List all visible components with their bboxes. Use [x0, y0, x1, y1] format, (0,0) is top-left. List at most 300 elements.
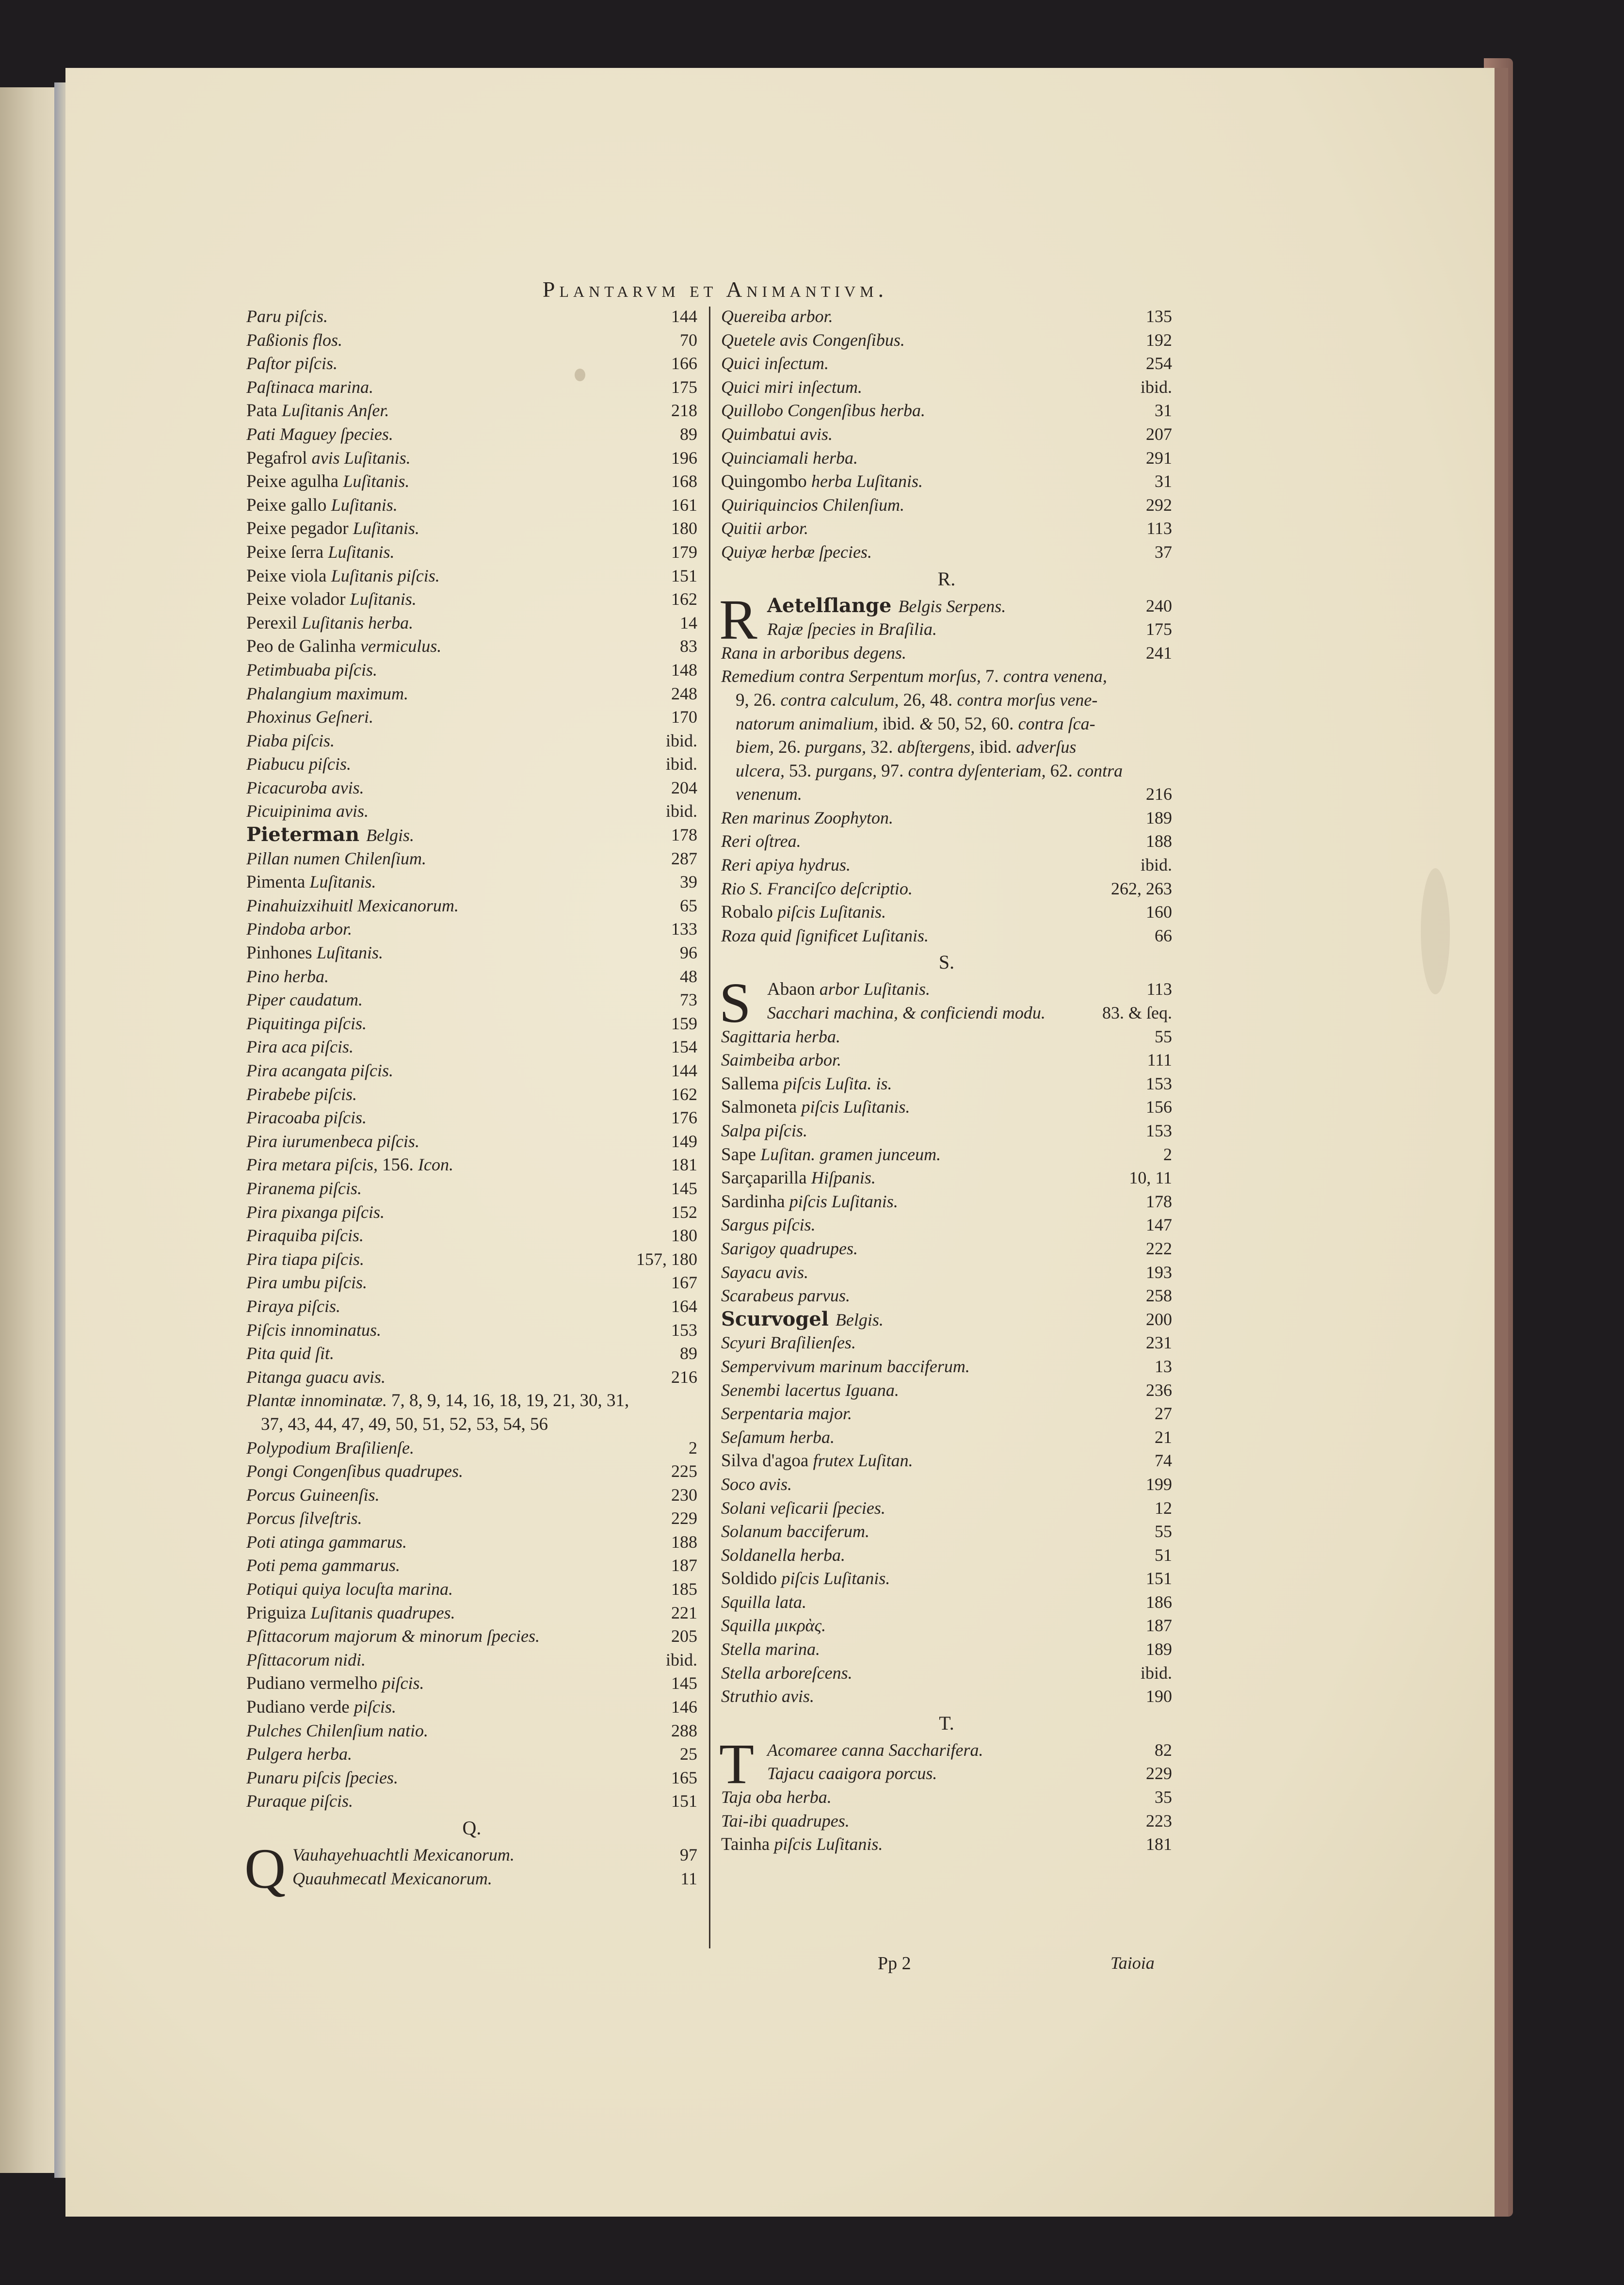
entry-term: [721, 1426, 835, 1449]
page-reference: 66: [1155, 925, 1172, 945]
page-reference: ibid.: [665, 754, 697, 774]
term-segment: piſcis.: [382, 1673, 424, 1693]
page-reference: 231: [1146, 1333, 1172, 1353]
page-reference: 97: [680, 1845, 697, 1864]
index-entry: [721, 1119, 1172, 1143]
entry-term: [246, 1719, 428, 1743]
term-segment: Tai-ibi quadrupes.: [721, 1811, 850, 1831]
index-entry: [246, 1766, 697, 1790]
entry-term: [721, 806, 893, 830]
page-reference: ibid.: [665, 730, 697, 750]
index-entry: [246, 658, 697, 682]
page-reference: 147: [1146, 1215, 1172, 1235]
entry-term: [246, 988, 363, 1012]
page-reference: 35: [1155, 1787, 1172, 1807]
term-segment: Petimbuaba piſcis.: [246, 660, 377, 680]
index-entry: [246, 1130, 697, 1153]
term-segment: Quici inſectum.: [721, 354, 829, 373]
entry-term: [246, 1648, 366, 1672]
term-segment: 50, 52, 60.: [937, 713, 1018, 734]
page-reference: 178: [1146, 1191, 1172, 1211]
page-reference: 151: [671, 566, 697, 585]
entry-term: [246, 1318, 381, 1342]
page-reference: 55: [1155, 1522, 1172, 1541]
page-reference: 74: [1155, 1451, 1172, 1471]
page-reference: 2: [689, 1438, 697, 1458]
term-segment: Polypodium Braſilienſe.: [246, 1438, 414, 1458]
term-segment: Pindoba arbor.: [246, 919, 353, 939]
page-reference: 31: [1155, 471, 1172, 491]
page-reference: 146: [671, 1697, 697, 1717]
index-entry: [246, 988, 697, 1012]
page-reference: 205: [671, 1626, 697, 1646]
term-segment: herba Luſitanis.: [811, 471, 923, 491]
entry-term: [721, 375, 862, 399]
term-segment: Pino herba.: [246, 966, 329, 986]
term-segment: Priguiza: [246, 1603, 311, 1623]
page-reference: 216: [671, 1367, 697, 1387]
term-segment: Luſitanis piſcis.: [331, 566, 440, 585]
entry-term: [246, 847, 426, 871]
page-reference: 170: [671, 707, 697, 727]
entry-term: [721, 877, 913, 901]
entry-term: [721, 1685, 814, 1708]
page-reference: ibid.: [1140, 377, 1172, 397]
page-reference: 176: [671, 1108, 697, 1128]
page-reference: 291: [1146, 448, 1172, 468]
index-entry: [246, 1624, 697, 1648]
term-segment: purgans,: [816, 761, 882, 780]
entry-term: [246, 752, 351, 776]
index-entry: [721, 782, 1172, 806]
page-reference: 187: [671, 1556, 697, 1575]
entry-term: [246, 823, 414, 847]
term-segment: piſcis Luſitanis.: [774, 1834, 883, 1854]
term-segment: Tajacu caaigora porcus.: [767, 1764, 937, 1783]
term-segment: Quauhmecatl Mexicanorum.: [292, 1868, 492, 1888]
entry-term: [292, 1843, 515, 1867]
index-entry: [721, 806, 1172, 830]
drop-capital: T: [719, 1732, 755, 1796]
entry-term: [261, 1412, 548, 1437]
page-reference: 37: [1155, 542, 1172, 562]
page-reference: 154: [671, 1037, 697, 1057]
stain: [1421, 868, 1450, 994]
term-segment: Sallema: [721, 1073, 784, 1094]
term-segment: Paſtor piſcis.: [246, 354, 338, 373]
term-segment: Piraquiba piſcis.: [246, 1226, 364, 1246]
index-entry: [246, 965, 697, 989]
term-segment: Piper caudatum.: [246, 990, 363, 1010]
term-segment: 62.: [1050, 761, 1077, 781]
page-reference: 151: [1146, 1569, 1172, 1588]
term-segment: Pati Maguey ſpecies.: [246, 424, 393, 444]
entry-term: [246, 1459, 463, 1483]
term-segment: 9, 26.: [736, 690, 781, 710]
page-reference: 133: [671, 919, 697, 939]
entry-term: [246, 540, 395, 565]
entry-term: [721, 1284, 850, 1308]
page-reference: 186: [1146, 1592, 1172, 1612]
page-reference: 160: [1146, 902, 1172, 922]
term-segment: Belgis.: [835, 1310, 884, 1329]
page-reference: 180: [671, 519, 697, 538]
term-segment: contra calculum,: [780, 690, 903, 710]
term-segment: &: [919, 713, 938, 733]
entry-term: [721, 1590, 806, 1614]
index-entry: [246, 1507, 697, 1530]
index-entry: [721, 1785, 1172, 1809]
term-segment: Remedium contra Serpentum morſus,: [721, 666, 985, 686]
term-segment: ulcera,: [736, 761, 789, 780]
page-reference: 178: [671, 825, 697, 845]
term-segment: Peixe viola: [246, 566, 331, 586]
index-entry: [721, 399, 1172, 422]
entry-term: [767, 617, 937, 641]
index-entry: [721, 877, 1172, 901]
entry-term: [246, 1035, 354, 1059]
entry-term: [736, 782, 802, 806]
entry-term: [246, 729, 335, 753]
index-entry: [721, 1590, 1172, 1614]
entry-term: [246, 1295, 340, 1318]
index-entry: [246, 1318, 697, 1342]
term-segment: Silva d'agoa: [721, 1451, 813, 1471]
page-reference: 12: [1155, 1498, 1172, 1518]
index-entry: [721, 1143, 1172, 1167]
page-reference: 218: [671, 401, 697, 421]
term-segment: Quiriquincios Chilenſium.: [721, 495, 904, 515]
entry-term: [721, 540, 872, 564]
term-segment: Soco avis.: [721, 1474, 792, 1494]
term-segment: 26, 48.: [903, 690, 957, 710]
entry-term: [721, 1402, 852, 1426]
index-entry: [721, 1001, 1172, 1025]
entry-term: [246, 776, 364, 800]
entry-term: [721, 1025, 840, 1049]
page-reference: 161: [671, 495, 697, 515]
entry-term: [246, 658, 377, 682]
index-entry: [721, 853, 1172, 877]
term-segment: Soldanella herba.: [721, 1545, 845, 1565]
page-reference: 153: [1146, 1121, 1172, 1140]
entry-term: [246, 611, 413, 635]
page-reference: ibid.: [1140, 855, 1172, 875]
term-segment: Sempervivum marinum bacciferum.: [721, 1356, 970, 1376]
entry-term: [246, 1695, 396, 1719]
entry-term: [721, 1449, 913, 1473]
entry-term: [246, 564, 440, 588]
term-segment: Sayacu avis.: [721, 1262, 808, 1282]
index-entry: [246, 634, 697, 658]
term-segment: Senembi lacertus Iguana.: [721, 1380, 899, 1400]
term-segment: Sardinha: [721, 1191, 789, 1212]
entry-term: [721, 1213, 816, 1237]
page-reference: 25: [680, 1744, 697, 1764]
entry-term: [721, 1473, 792, 1496]
index-entry: [246, 1671, 697, 1695]
entry-term: [246, 1130, 419, 1153]
drop-capital: R: [719, 587, 757, 651]
index-entry: [721, 1661, 1172, 1685]
page-reference: 240: [1146, 596, 1172, 616]
entry-term: [721, 1614, 826, 1637]
entry-term: [721, 1048, 841, 1072]
term-segment: Plantæ innominatæ.: [246, 1391, 392, 1410]
index-entry: [246, 1248, 697, 1271]
entry-term: [721, 1143, 941, 1167]
page-reference: 111: [1147, 1050, 1172, 1070]
entry-term: [246, 1342, 334, 1365]
term-segment: Reri apiya hydrus.: [721, 855, 851, 875]
entry-term: [721, 1520, 869, 1543]
term-segment: contra ſca-: [1018, 713, 1095, 733]
index-entry: [721, 1685, 1172, 1708]
page-reference: ibid.: [665, 801, 697, 821]
entry-term: [246, 1200, 385, 1224]
entry-term: [721, 641, 906, 665]
index-entry: [721, 1355, 1172, 1378]
entry-term: [767, 977, 930, 1002]
index-entry: [721, 470, 1172, 493]
index-entry: [246, 776, 697, 800]
term-segment: Rio S. Franciſco deſcriptio.: [721, 878, 913, 898]
term-segment: Potiqui quiya locuſta marina.: [246, 1579, 453, 1599]
page-reference: 229: [1146, 1764, 1172, 1783]
page-reference: 145: [671, 1673, 697, 1693]
term-segment: Pira pixanga piſcis.: [246, 1202, 385, 1222]
section-letter-text: S.: [938, 951, 955, 973]
index-entry: [246, 611, 697, 635]
term-segment: Acomaree canna Saccharifera.: [767, 1740, 983, 1760]
page-reference: 10, 11: [1129, 1168, 1172, 1188]
term-segment: Picuipinima avis.: [246, 801, 369, 821]
index-entry: [721, 1213, 1172, 1237]
entry-term: [721, 1567, 890, 1591]
page-reference: 175: [1146, 619, 1172, 639]
index-entry: [246, 1601, 697, 1625]
term-segment: adverſus: [1016, 737, 1077, 757]
term-segment: Solanum bacciferum.: [721, 1522, 869, 1541]
index-entry: [721, 1496, 1172, 1520]
entry-term: [721, 1661, 852, 1685]
term-segment: Paßionis flos.: [246, 330, 343, 350]
page-reference: 258: [1146, 1286, 1172, 1306]
index-entry: [721, 1072, 1172, 1096]
index-entry: [246, 870, 697, 894]
term-segment: Tainha: [721, 1834, 774, 1855]
term-segment: Luſitanis.: [350, 589, 417, 609]
term-segment: Quiyæ herbæ ſpecies.: [721, 542, 872, 562]
page-reference: 196: [671, 448, 697, 468]
page-reference: 51: [1155, 1545, 1172, 1565]
term-segment: μικρὰς.: [775, 1616, 826, 1636]
page-reference: 292: [1146, 495, 1172, 515]
index-entry: [721, 924, 1172, 948]
entry-term: [246, 493, 398, 518]
term-segment: contra venena,: [1003, 666, 1107, 686]
page-reference: 225: [671, 1461, 697, 1481]
term-segment: Pieterman: [246, 823, 366, 846]
entry-term: [721, 422, 833, 446]
index-entry: [721, 1261, 1172, 1284]
page-reference: 70: [680, 330, 697, 350]
index-entry: [721, 664, 1172, 688]
term-segment: 156.: [382, 1155, 418, 1175]
term-segment: Pira tiapa piſcis.: [246, 1249, 364, 1269]
index-entry: [246, 1554, 697, 1577]
page-reference: 200: [1146, 1309, 1172, 1329]
term-segment: Pira iurumenbeca piſcis.: [246, 1131, 419, 1151]
term-segment: Sagittaria herba.: [721, 1026, 841, 1046]
page-reference: 83: [680, 636, 697, 656]
index-entry: [721, 305, 1172, 328]
entry-term: [721, 1072, 892, 1096]
entry-term: [246, 470, 409, 494]
term-segment: Serpentaria major.: [721, 1404, 852, 1424]
term-segment: Sargus piſcis.: [721, 1215, 816, 1235]
index-entry: [246, 375, 697, 399]
term-segment: Luſitanis Anſer.: [281, 401, 389, 421]
page-reference: 144: [671, 307, 697, 326]
entry-term: [721, 1543, 845, 1567]
page-reference: 223: [1146, 1811, 1172, 1831]
column-rule: [709, 307, 710, 1948]
entry-term: [721, 664, 1107, 689]
index-entry: [246, 1059, 697, 1083]
term-segment: contra dyſenteriam,: [908, 761, 1050, 780]
index-entry: [721, 1832, 1172, 1856]
index-column-right: [721, 305, 1172, 1856]
page-reference: 167: [671, 1273, 697, 1293]
page-reference: 13: [1155, 1356, 1172, 1376]
term-segment: Porcus Guineenſis.: [246, 1485, 380, 1505]
page-reference: 96: [680, 943, 697, 963]
term-segment: Piracoaba piſcis.: [246, 1108, 367, 1128]
entry-term: [721, 1832, 883, 1857]
entry-term: [721, 352, 829, 375]
term-segment: arbor Luſitanis.: [819, 979, 930, 999]
index-entry: [721, 1567, 1172, 1590]
index-entry: [721, 422, 1172, 446]
index-entry: [721, 1331, 1172, 1355]
page-reference: 175: [671, 377, 697, 397]
index-entry: [246, 399, 697, 422]
term-segment: Quimbatui avis.: [721, 424, 833, 444]
page-reference: 65: [680, 895, 697, 915]
term-segment: natorum animalium,: [736, 713, 883, 733]
term-segment: Piranema piſcis.: [246, 1178, 362, 1198]
term-segment: Paſtinaca marina.: [246, 377, 373, 397]
page-reference: 27: [1155, 1404, 1172, 1424]
index-entry: [246, 1648, 697, 1672]
page-reference: 144: [671, 1061, 697, 1080]
term-segment: frutex Luſitan.: [813, 1451, 913, 1471]
entry-term: [246, 1530, 407, 1554]
page-reference: 162: [671, 1084, 697, 1104]
entry-term: [721, 1190, 898, 1214]
page-reference: 48: [680, 966, 697, 986]
entry-term: [246, 305, 328, 328]
index-entry: [246, 941, 697, 965]
entry-term: [721, 1496, 885, 1520]
index-entry: [721, 1095, 1172, 1119]
term-segment: Peixe agulha: [246, 471, 343, 492]
index-entry: [246, 422, 697, 446]
page-reference: 222: [1146, 1238, 1172, 1258]
page-reference: 180: [671, 1226, 697, 1246]
term-segment: Picacuroba avis.: [246, 778, 364, 797]
term-segment: 32.: [870, 737, 898, 758]
page-reference: 11: [680, 1868, 697, 1888]
entry-term: [246, 1271, 367, 1295]
section-letter: [721, 1708, 1172, 1738]
entry-term: [246, 1365, 386, 1389]
entry-term: [721, 853, 851, 877]
term-segment: biem,: [736, 737, 778, 757]
term-segment: Phalangium maximum.: [246, 683, 408, 703]
term-segment: Belgis Serpens.: [898, 596, 1006, 616]
entry-term: [246, 422, 393, 446]
term-segment: piſcis Luſitanis.: [781, 1569, 890, 1588]
page-reference: 189: [1146, 1639, 1172, 1659]
index-entry: [246, 1695, 697, 1719]
index-entry: [721, 735, 1172, 759]
term-segment: Sacchari machina, & conficiendi modu.: [767, 1003, 1045, 1023]
term-segment: Luſitanis.: [343, 471, 410, 491]
page-reference: 83. & ſeq.: [1102, 1003, 1172, 1023]
index-entry: [721, 1762, 1172, 1785]
index-entry: [721, 1378, 1172, 1402]
entry-term: [721, 399, 925, 422]
entry-term: [246, 705, 373, 729]
page-reference: 262, 263: [1111, 878, 1172, 898]
index-entry: [246, 1083, 697, 1106]
term-segment: Pata: [246, 401, 282, 421]
index-entry: [721, 446, 1172, 470]
term-segment: Quillobo Congenſibus herba.: [721, 401, 925, 421]
index-entry: [246, 1867, 697, 1891]
term-segment: Luſitanis quadrupes.: [310, 1603, 455, 1622]
term-segment: Stella marina.: [721, 1639, 820, 1659]
term-segment: Quici miri inſectum.: [721, 377, 862, 397]
term-segment: Roza quid ſignificet Luſitanis.: [721, 925, 929, 945]
term-segment: contra morſus vene-: [957, 690, 1098, 710]
page-reference: 156: [1146, 1097, 1172, 1117]
entry-term: [246, 517, 419, 541]
index-entry: [721, 1190, 1172, 1214]
index-entry: [721, 641, 1172, 665]
entry-term: [246, 965, 329, 989]
entry-term: [721, 1378, 899, 1402]
section-letter-text: R.: [937, 567, 956, 590]
page-reference: 55: [1155, 1026, 1172, 1046]
entry-term: [246, 399, 389, 423]
term-segment: Squilla lata.: [721, 1592, 807, 1612]
index-entry: [246, 328, 697, 352]
index-entry: [721, 1402, 1172, 1426]
term-segment: Rana in arboribus degens.: [721, 643, 906, 663]
section-letter: [721, 564, 1172, 594]
term-segment: ibid.: [883, 713, 920, 734]
entry-term: [292, 1867, 492, 1891]
entry-term: [246, 1177, 362, 1200]
entry-term: [767, 1001, 1045, 1025]
term-segment: contra: [1077, 761, 1123, 780]
term-segment: Phoxinus Geſneri.: [246, 707, 373, 727]
entry-term: [246, 1059, 393, 1083]
index-entry: [721, 540, 1172, 564]
